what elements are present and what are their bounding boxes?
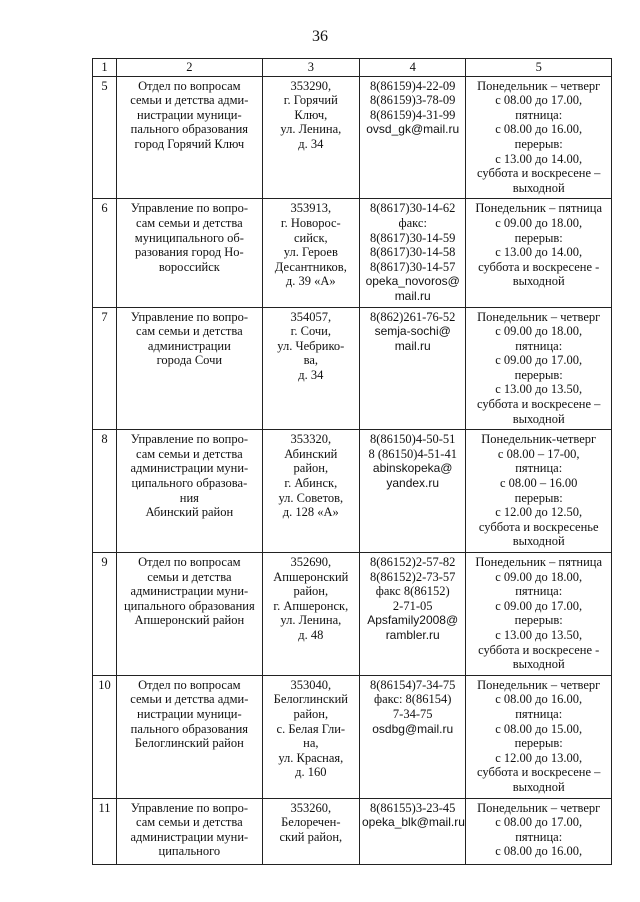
organization-line: администрации муни- [130, 584, 249, 599]
table-row [93, 553, 612, 676]
address-line: Белоглинский [273, 692, 348, 707]
contact-line: факс 8(86152) [375, 584, 450, 599]
contact-line: 8(86159)3-78-09 [370, 93, 456, 108]
header-col-2: 2 [117, 59, 263, 77]
hours-line: с 12.00 до 13.00, [495, 750, 583, 765]
contacts-cell [360, 307, 466, 430]
address-line: 353913, [290, 201, 332, 216]
hours-line: с 08.00 – 16.00 [499, 476, 578, 491]
table-row [93, 798, 612, 864]
contacts-cell [360, 553, 466, 676]
address-line: Десантников, [274, 259, 347, 274]
contact-line: ovsd_gk@mail.ru [366, 122, 460, 137]
contact-line: 8(86155)3-23-45 [370, 800, 456, 815]
hours-line: пятница: [515, 461, 563, 476]
address-line: д. 48 [298, 627, 324, 642]
address-line: д. 128 «А» [282, 505, 339, 520]
hours-line: с 09.00 до 18.00, [495, 215, 583, 230]
organization-line: муниципального об- [134, 230, 244, 245]
hours-line: с 08.00 до 17.00, [495, 93, 583, 108]
hours-cell [466, 307, 612, 430]
row-number: 9 [101, 555, 108, 569]
address-cell [262, 199, 359, 307]
contact-line: osdbg@mail.ru [372, 721, 454, 736]
contact-line: 8(86159)4-22-09 [370, 78, 456, 93]
address-line: ский район, [279, 829, 343, 844]
organization-cell [117, 76, 263, 199]
table-row [93, 430, 612, 553]
organization-cell [117, 307, 263, 430]
address-line: район, [293, 461, 329, 476]
address-line: 352690, [290, 555, 332, 569]
address-line: сийск, [293, 230, 328, 245]
organization-line: сам семьи и детства [136, 446, 243, 461]
header-col-5: 5 [466, 59, 612, 77]
table-row [93, 199, 612, 307]
organization-line: пального образования [130, 122, 249, 137]
hours-line: перерыв: [514, 136, 563, 151]
organization-line: ния [179, 490, 199, 505]
hours-line: выходной [512, 411, 565, 426]
table-row [93, 307, 612, 430]
address-line: 353290, [290, 78, 332, 93]
header-col-4: 4 [360, 59, 466, 77]
address-line: ул. Ленина, [280, 122, 342, 137]
contact-line: yandex.ru [386, 476, 440, 491]
organization-line: Белоглинский район [134, 736, 244, 751]
hours-line: выходной [512, 657, 565, 672]
hours-line: Понедельник – четверг [477, 800, 601, 815]
hours-line: суббота и воскресене - [478, 642, 600, 657]
address-line: г. Апшеронск, [273, 598, 349, 613]
hours-line: с 09.00 до 17.00, [495, 353, 583, 368]
hours-line: суббота и воскресене – [477, 166, 601, 181]
organization-line: семьи и детства адми- [130, 692, 249, 707]
contact-line: 8 (86150)4-51-41 [368, 446, 457, 461]
organization-cell [117, 675, 263, 798]
hours-line: перерыв: [514, 613, 563, 628]
organization-line: ципального образова- [131, 476, 248, 491]
hours-line: пятница: [515, 584, 563, 599]
address-line: ва, [303, 353, 319, 368]
hours-cell [466, 199, 612, 307]
contact-line: opeka_novoros@ [365, 274, 460, 289]
row-number: 11 [98, 800, 111, 815]
hours-line: с 09.00 до 18.00, [495, 324, 583, 339]
page-number: 36 [312, 28, 328, 45]
address-line: 354057, [290, 309, 332, 324]
contact-line: 8(86150)4-50-51 [370, 432, 456, 447]
row-number: 6 [101, 201, 108, 216]
hours-line: с 13.00 до 14.00, [495, 151, 583, 166]
organization-line: Абинский район [145, 505, 234, 520]
hours-line: с 08.00 до 16.00, [495, 692, 583, 707]
address-line: Абинский [284, 446, 338, 461]
hours-line: суббота и воскресене – [477, 765, 601, 780]
hours-line: с 13.00 до 13.50, [495, 382, 583, 397]
row-number: 8 [101, 432, 108, 447]
hours-line: Понедельник – четверг [477, 78, 601, 93]
organization-cell [117, 199, 263, 307]
row-number: 5 [101, 78, 108, 93]
contact-line: 8(8617)30-14-58 [370, 245, 456, 260]
address-line: ул. Ленина, [280, 613, 342, 628]
organization-line: Отдел по вопросам [138, 555, 241, 569]
address-line: 353040, [290, 677, 332, 692]
table-body [93, 59, 612, 865]
hours-line: с 09.00 до 17.00, [495, 598, 583, 613]
contact-line: opeka_blk@mail.ru [362, 815, 465, 830]
organization-line: Управление по вопро- [130, 800, 248, 815]
contacts-cell [360, 675, 466, 798]
contact-line: 7-34-75 [392, 706, 433, 721]
organization-line: Управление по вопро- [130, 309, 248, 324]
organization-line: сам семьи и детства [136, 215, 243, 230]
hours-line: выходной [512, 779, 565, 794]
hours-cell [466, 430, 612, 553]
organization-line: города Сочи [156, 353, 223, 368]
hours-line: с 09.00 до 18.00, [495, 569, 583, 584]
row-number-cell [93, 553, 117, 676]
address-line: 353260, [290, 800, 332, 815]
hours-line: пятница: [515, 338, 563, 353]
hours-line: с 08.00 – 17-00, [497, 446, 580, 461]
row-number: 10 [98, 677, 111, 692]
header-col-3: 3 [262, 59, 359, 77]
address-line: ул. Советов, [278, 490, 344, 505]
contacts-cell [360, 430, 466, 553]
hours-cell [466, 798, 612, 864]
table-row [93, 675, 612, 798]
hours-line: с 08.00 до 15.00, [495, 721, 583, 736]
hours-line: пятница: [515, 829, 563, 844]
organization-line: ципального образования [123, 598, 255, 613]
row-number: 7 [101, 309, 108, 324]
address-line: д. 34 [298, 367, 324, 382]
organization-line: разования город Но- [135, 245, 244, 260]
hours-line: суббота и воскресене - [478, 259, 600, 274]
hours-cell [466, 675, 612, 798]
contacts-table [92, 58, 612, 865]
contact-line: 8(862)261-76-52 [370, 309, 456, 324]
row-number-cell [93, 76, 117, 199]
organization-line: сам семьи и детства [136, 815, 243, 830]
hours-line: выходной [512, 534, 565, 549]
contact-line: 8(8617)30-14-62 [370, 201, 456, 216]
organization-line: Отдел по вопросам [138, 677, 241, 692]
address-line: на, [303, 736, 319, 751]
address-cell [262, 553, 359, 676]
hours-line: перерыв: [514, 230, 563, 245]
address-line: район, [293, 584, 329, 599]
address-cell [262, 675, 359, 798]
hours-line: Понедельник-четверг [481, 432, 597, 447]
address-line: ул. Красная, [278, 750, 344, 765]
organization-line: Отдел по вопросам [138, 78, 241, 93]
contact-line: 8(86159)4-31-99 [370, 107, 456, 122]
organization-line: Управление по вопро- [130, 432, 248, 447]
address-line: Белоречен- [281, 815, 341, 830]
address-line: ул. Героев [283, 245, 338, 260]
table-row [93, 76, 612, 199]
hours-line: Понедельник – четверг [477, 677, 601, 692]
hours-line: Понедельник – пятница [475, 201, 603, 216]
hours-line: Понедельник – четверг [477, 309, 601, 324]
organization-cell [117, 798, 263, 864]
address-line: д. 39 «А» [285, 274, 336, 289]
organization-line: сам семьи и детства [136, 324, 243, 339]
address-line: г. Горячий [283, 93, 338, 108]
contact-line: mail.ru [394, 338, 431, 353]
header-col-1: 1 [93, 59, 117, 77]
organization-line: семьи и детства [147, 569, 232, 584]
table-header-row [93, 59, 612, 77]
row-number-cell [93, 675, 117, 798]
hours-line: с 13.00 до 14.00, [495, 245, 583, 260]
hours-line: перерыв: [514, 736, 563, 751]
contact-line: 8(8617)30-14-57 [370, 259, 456, 274]
address-line: с. Белая Гли- [276, 721, 346, 736]
address-line: д. 34 [298, 136, 324, 151]
organization-line: администрации муни- [130, 829, 249, 844]
organization-line: администрации муни- [130, 461, 249, 476]
address-line: г. Новорос- [280, 215, 341, 230]
hours-line: с 12.00 до 12.50, [495, 505, 583, 520]
address-line: 353320, [290, 432, 332, 447]
contact-line: факс: [398, 215, 427, 230]
contact-line: abinskopeka@ [372, 461, 453, 476]
hours-cell [466, 76, 612, 199]
row-number-cell [93, 798, 117, 864]
hours-cell [466, 553, 612, 676]
row-number-cell [93, 430, 117, 553]
contact-line: rambler.ru [385, 627, 440, 642]
address-line: район, [293, 706, 329, 721]
contact-line: semja-sochi@ [374, 324, 451, 339]
hours-line: суббота и воскресенье [478, 519, 599, 534]
contact-line: Apsfamily2008@ [367, 613, 459, 628]
contacts-cell [360, 76, 466, 199]
organization-line: Управление по вопро- [130, 201, 248, 216]
address-cell [262, 76, 359, 199]
address-line: Апшеронский [273, 569, 349, 584]
hours-line: суббота и воскресене – [477, 397, 601, 412]
organization-cell [117, 553, 263, 676]
address-line: ул. Чебрико- [277, 338, 345, 353]
contact-line: 8(86152)2-73-57 [370, 569, 456, 584]
row-number-cell [93, 199, 117, 307]
organization-line: администрации [147, 338, 231, 353]
address-cell [262, 430, 359, 553]
hours-line: с 08.00 до 16.00, [495, 122, 583, 137]
organization-line: город Горячий Ключ [134, 136, 245, 151]
hours-line: перерыв: [514, 367, 563, 382]
address-cell [262, 307, 359, 430]
contact-line: 8(86154)7-34-75 [370, 677, 456, 692]
organization-line: семьи и детства адми- [130, 93, 249, 108]
contact-line: факс: 8(86154) [374, 692, 452, 707]
hours-line: с 08.00 до 16.00, [495, 844, 583, 859]
address-cell [262, 798, 359, 864]
hours-line: перерыв: [514, 490, 563, 505]
address-line: Ключ, [294, 107, 328, 122]
organization-line: Апшеронский район [134, 613, 245, 628]
contact-line: 8(86152)2-57-82 [370, 555, 456, 569]
hours-line: выходной [512, 274, 565, 289]
contacts-cell [360, 798, 466, 864]
address-line: д. 160 [295, 765, 327, 780]
hours-line: с 08.00 до 17.00, [495, 815, 583, 830]
hours-line: пятница: [515, 706, 563, 721]
contacts-cell [360, 199, 466, 307]
contact-line: 2-71-05 [392, 598, 433, 613]
organization-line: нистрации муници- [137, 706, 242, 721]
organization-line: вороссийск [158, 259, 220, 274]
hours-line: Понедельник – пятница [475, 555, 603, 569]
hours-line: выходной [512, 180, 565, 195]
organization-line: пального образования [130, 721, 249, 736]
hours-line: пятница: [515, 107, 563, 122]
organization-line: нистрации муници- [137, 107, 242, 122]
row-number-cell [93, 307, 117, 430]
address-line: г. Абинск, [284, 476, 338, 491]
hours-line: с 13.00 до 13.50, [495, 627, 583, 642]
organization-line: ципального [158, 844, 221, 859]
contact-line: mail.ru [394, 288, 431, 303]
contact-line: 8(8617)30-14-59 [370, 230, 456, 245]
organization-cell [117, 430, 263, 553]
address-line: г. Сочи, [290, 324, 331, 339]
